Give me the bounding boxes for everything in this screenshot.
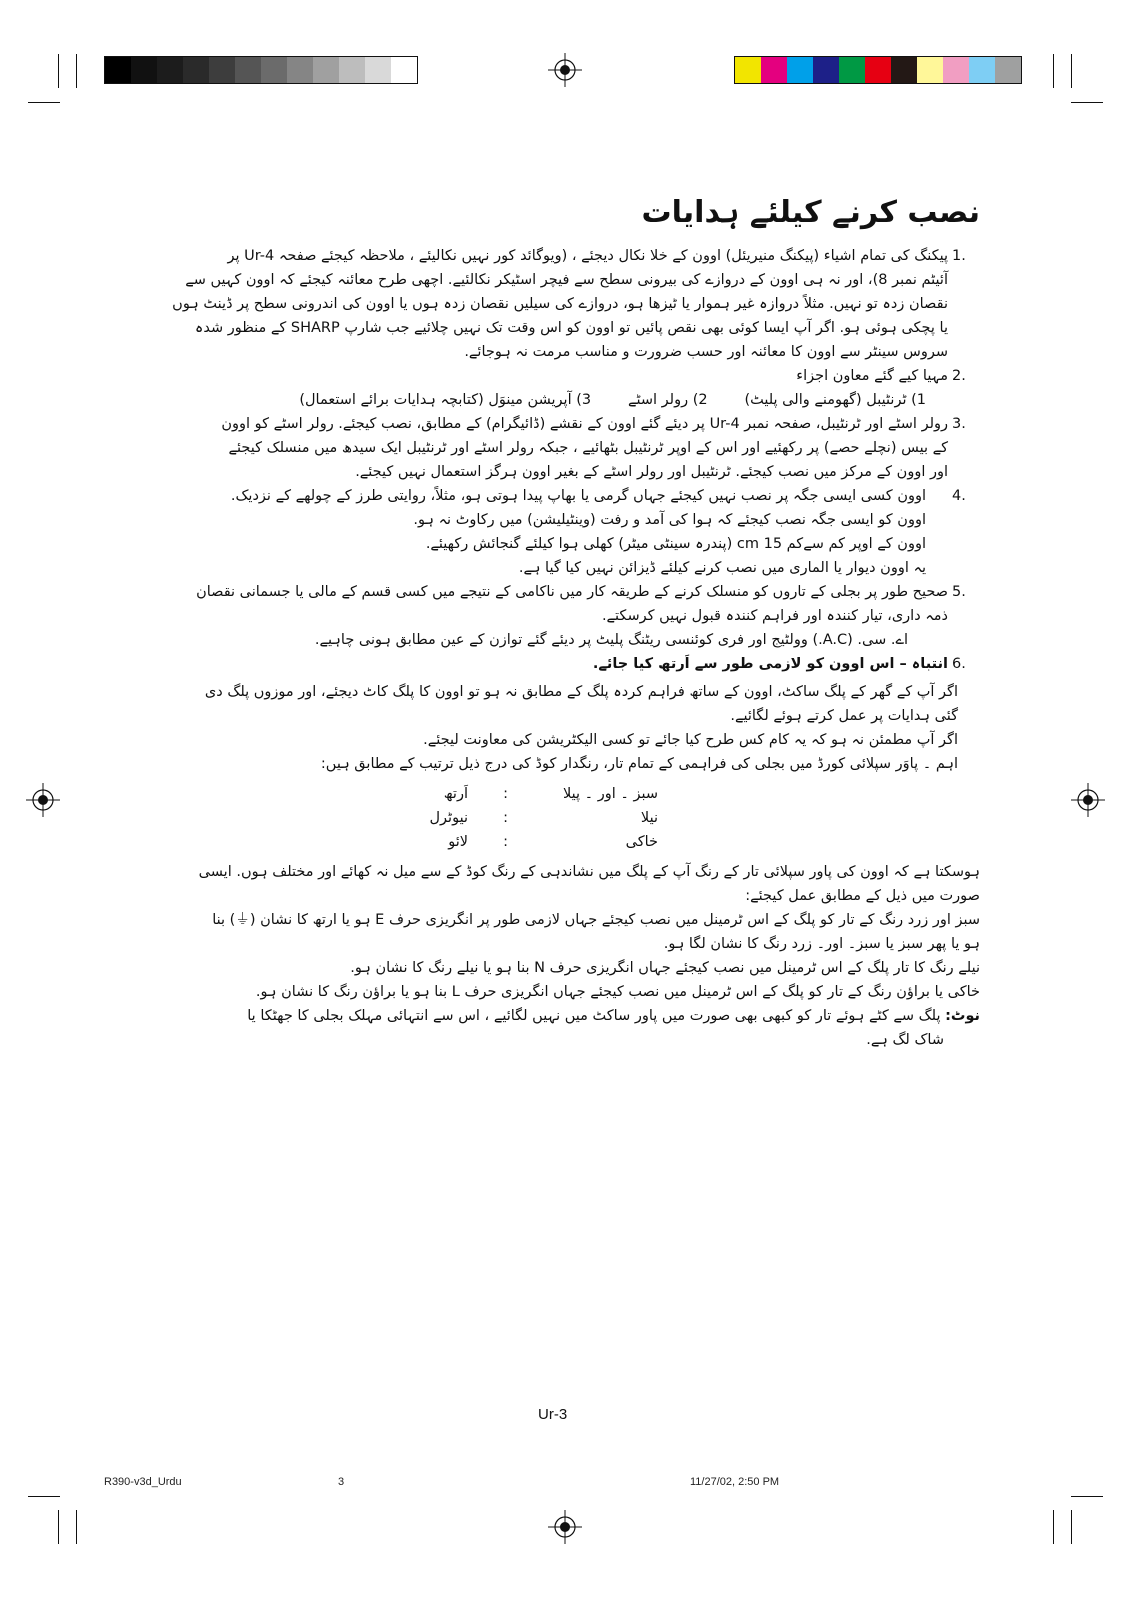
part-item: 3) آپریشن مینوَل (کتابچہ ہدایات برائے استعمال) (299, 392, 592, 408)
color-swatch (761, 57, 787, 83)
color-swatch (391, 57, 417, 83)
parts-list (150, 388, 948, 412)
text-line: گئی ہدایات پر عمل کرتے ہوئے لگائیے. (730, 708, 958, 724)
text-line: سروس سینٹر سے اوون کا معائنہ اور حسب ضرورت و مناسب مرمت نہ ہوجائے. (464, 344, 948, 360)
text-line: سبز اور زرد رنگ کے تار کو پلگ کے اس ٹرمینل میں نصب کیجئے جہاں لازمی طور پر انگریزی حرف E ہو یا ارتھ کا نشان (⏚) بنا (212, 912, 980, 928)
note-label: نوٹ: (945, 1008, 980, 1024)
color-swatch (365, 57, 391, 83)
warning-heading: انتباہ – اس اوون کو لازمی طور سے اَرتھ کیا جائے. (592, 656, 948, 672)
color-swatch (209, 57, 235, 83)
wire-name: اَرتھ (443, 786, 468, 802)
page-number: Ur-3 (538, 1406, 568, 1423)
color-swatch (735, 57, 761, 83)
footer-page: 3 (338, 1476, 345, 1488)
wire-color-table (150, 782, 658, 854)
crop-mark (28, 1496, 60, 1497)
earthing-section (150, 680, 980, 854)
crop-mark (28, 102, 60, 103)
text-line: صحیح طور پر بجلی کے تاروں کو منسلک کرنے کے طریقہ کار میں ناکامی کے نتیجے میں کسی قسم کے مالی یا جسمانی نقصان (196, 584, 948, 600)
text-line: نیلے رنگ کا تار پلگ کے اس ٹرمینل میں نصب کیجئے جہاں انگریزی حرف N بنا ہو یا نیلے رنگ کا نشان ہو. (350, 960, 980, 976)
crop-mark (1053, 1510, 1054, 1544)
registration-mark-icon (26, 783, 60, 817)
text-line: اے. سی. (A.C.) وولٹیج اور فری کوئنسی ریٹنگ پلیٹ پر دیئے گئے توازن کے عین مطابق ہونی چاہیے. (314, 632, 908, 648)
list-item (150, 652, 980, 676)
crop-mark (1071, 54, 1072, 88)
color-swatch (235, 57, 261, 83)
color-swatch (917, 57, 943, 83)
text-line: اگر آپ مطمئن نہ ہو کہ یہ کام کس طرح کیا جائے تو کسی الیکٹریشن کی معاونت لیجئے. (423, 732, 958, 748)
color-swatch (339, 57, 365, 83)
color-swatch (105, 57, 131, 83)
document-body (150, 195, 980, 1052)
wire-color: سبز ۔ اور ۔ پیلا (562, 786, 658, 802)
color-swatch (131, 57, 157, 83)
text-line: ذمہ داری، تیار کنندہ اور فراہم کنندہ قبول نہیں کرسکتے. (601, 608, 948, 624)
item-number: 6. (952, 656, 966, 672)
text-line: ہو یا پھر سبز یا سبز۔ اور۔ زرد رنگ کا نشان لگا ہو. (663, 936, 980, 952)
note-text: پلگ سے کٹے ہوئے تار کو کبھی بھی صورت میں پاور ساکٹ میں نہیں لگائیے ، اس سے انتہائی مہلک بجلی کا جھٹکا یا (247, 1008, 941, 1024)
crop-mark (1071, 1496, 1103, 1497)
color-calibration-bar (734, 56, 1022, 84)
page-title: نصب کرنے کیلئے ہدایات (641, 195, 980, 230)
wire-separator: : (503, 834, 508, 850)
list-item (150, 412, 980, 484)
text-line: یہ اوون دیوار یا الماری میں نصب کرنے کیلئے ڈیزائن نہیں کیا گیا ہے. (518, 560, 926, 576)
crop-mark (76, 54, 77, 88)
color-swatch (183, 57, 209, 83)
crop-mark (1053, 54, 1054, 88)
note (150, 1004, 980, 1028)
footer-timestamp: 11/27/02, 2:50 PM (690, 1476, 780, 1488)
footer-file-name: R390-v3d_Urdu (104, 1476, 182, 1488)
text-line: پیکنگ کی تمام اشیاء (پیکنگ منیریئل) اوون کے خلا نکال دیجئے ، (ویوگائد کور نہیں نکالیئے ، ملاحظہ کیجئے صفحہ Ur-4 پر (227, 248, 948, 264)
color-swatch (995, 57, 1021, 83)
registration-mark-icon (1071, 783, 1105, 817)
color-swatch (891, 57, 917, 83)
crop-mark (76, 1510, 77, 1544)
text-line: ہوسکتا ہے کہ اوون کی پاور سپلائی تار کے رنگ آپ کے پلگ میں نشاندہی کے رنگ کوڈ کے سے میل نہ کھائے اور مختلف ہوں. ایسی (198, 864, 980, 880)
part-item: 1) ٹرنٹیبل (گھومنے والی پلیٹ) (744, 392, 926, 408)
item-number: 3. (952, 416, 966, 432)
gray-calibration-bar (104, 56, 418, 84)
list-item (150, 580, 980, 652)
note-text: شاک لگ ہے. (866, 1032, 944, 1048)
text-line: اگر آپ کے گھر کے پلگ ساکٹ، اوون کے ساتھ فراہم کردہ پلگ کے مطابق نہ ہو تو اوون کا پلگ کاٹ دیجئے، اور موزوں پلگ دی (204, 684, 958, 700)
text-line: اور اوون کے مرکز میں نصب کیجئے. ٹرنٹیبل اور رولر اسٹے کے بغیر اوون ہرگز استعمال نہیں کیجئے. (355, 464, 948, 480)
color-swatch (865, 57, 891, 83)
wire-separator: : (503, 786, 508, 802)
wire-name: نیوٹرل (429, 810, 468, 826)
text-line: آئیٹم نمبر 8)، اور نہ ہی اوون کے دروازے کی بیرونی سطح سے فیچر اسٹیکر نکالئیے. اچھی طرح معائنہ کیجئے کہ اوون کہیں سے (185, 272, 948, 288)
item-number: 4. (952, 488, 966, 504)
color-swatch (839, 57, 865, 83)
color-swatch (943, 57, 969, 83)
crop-mark (58, 1510, 59, 1544)
part-item: 2) رولر اسٹے (628, 392, 708, 408)
text-line: اوون کے اوپر کم سےکم 15 cm (پندرہ سینٹی میٹر) کھلی ہوا کیلئے گنجائش رکھیئے. (425, 536, 926, 552)
crop-mark (58, 54, 59, 88)
text-line: مہیا کیے گئے معاون اجزاء (796, 368, 948, 384)
item-number: 1. (952, 248, 966, 264)
color-swatch (261, 57, 287, 83)
crop-mark (1071, 102, 1103, 103)
text-line: کے بیس (نچلے حصے) پر رکھئیے اور اس کے اوپر ٹرنٹیبل بٹھائیے ، جبکہ رولر اسٹے اور ٹرنٹیبل ایک سیدھ میں منسلک کیجئے (228, 440, 948, 456)
wire-name: لائو (448, 834, 468, 850)
registration-mark-icon (548, 53, 582, 87)
item-number: 2. (952, 368, 966, 384)
color-swatch (287, 57, 313, 83)
wire-color: خاکی (625, 834, 658, 850)
crop-mark (1071, 1510, 1072, 1544)
wire-color: نیلا (640, 810, 658, 826)
wire-separator: : (503, 810, 508, 826)
registration-mark-icon (548, 1510, 582, 1544)
text-line: یا پچکی ہوئی ہو. اگر آپ ایسا کوئی بھی نقص پائیں تو اوون کو اس وقت تک نہیں چلائیے جب شارپ SHARP کے منظور شدہ (194, 320, 948, 336)
text-line: اوون کسی ایسی جگہ پر نصب نہیں کیجئے جہاں گرمی یا بھاپ پیدا ہوتی ہو، مثلاً، روایتی طرز کے چولھے کے نزدیک. (230, 488, 926, 504)
text-line: اہم ۔ پاوَر سپلائی کورڈ میں بجلی کی فراہمی کے تمام تار، رنگدار کوڈ کی درج ذیل ترتیب کے مطابق ہیں: (320, 756, 958, 772)
list-item (150, 484, 980, 580)
wiring-instructions (150, 860, 980, 1052)
text-line: خاکی یا براؤن رنگ کے تار کو پلگ کے اس ٹرمینل میں نصب کیجئے جہاں انگریزی حرف L بنا ہو یا براؤن رنگ کا نشان ہو. (255, 984, 980, 1000)
list-item (150, 364, 980, 412)
color-swatch (813, 57, 839, 83)
color-swatch (787, 57, 813, 83)
color-swatch (157, 57, 183, 83)
text-line: رولر اسٹے اور ٹرنٹیبل، صفحہ نمبر Ur-4 پر دیئے گئے اوون کے نقشے (ڈائیگرام) کے مطابق، نصب کیجئے. رولر اسٹے کو اوون (221, 416, 948, 432)
color-swatch (313, 57, 339, 83)
list-item (150, 244, 980, 364)
color-swatch (969, 57, 995, 83)
text-line: صورت میں ذیل کے مطابق عمل کیجئے: (745, 888, 980, 904)
text-line: نقصان زدہ تو نہیں. مثلاً دروازہ غیر ہموار یا ٹیزھا ہو، دروازے کی سیلیں نقصان زدہ ہوں یا اوون کی اندرونی سطح پر ڈینٹ ہوں (172, 296, 948, 312)
item-number: 5. (952, 584, 966, 600)
text-line: اوون کو ایسی جگہ نصب کیجئے کہ ہوا کی آمد و رفت (وینٹیلیشن) میں رکاوٹ نہ ہو. (413, 512, 926, 528)
